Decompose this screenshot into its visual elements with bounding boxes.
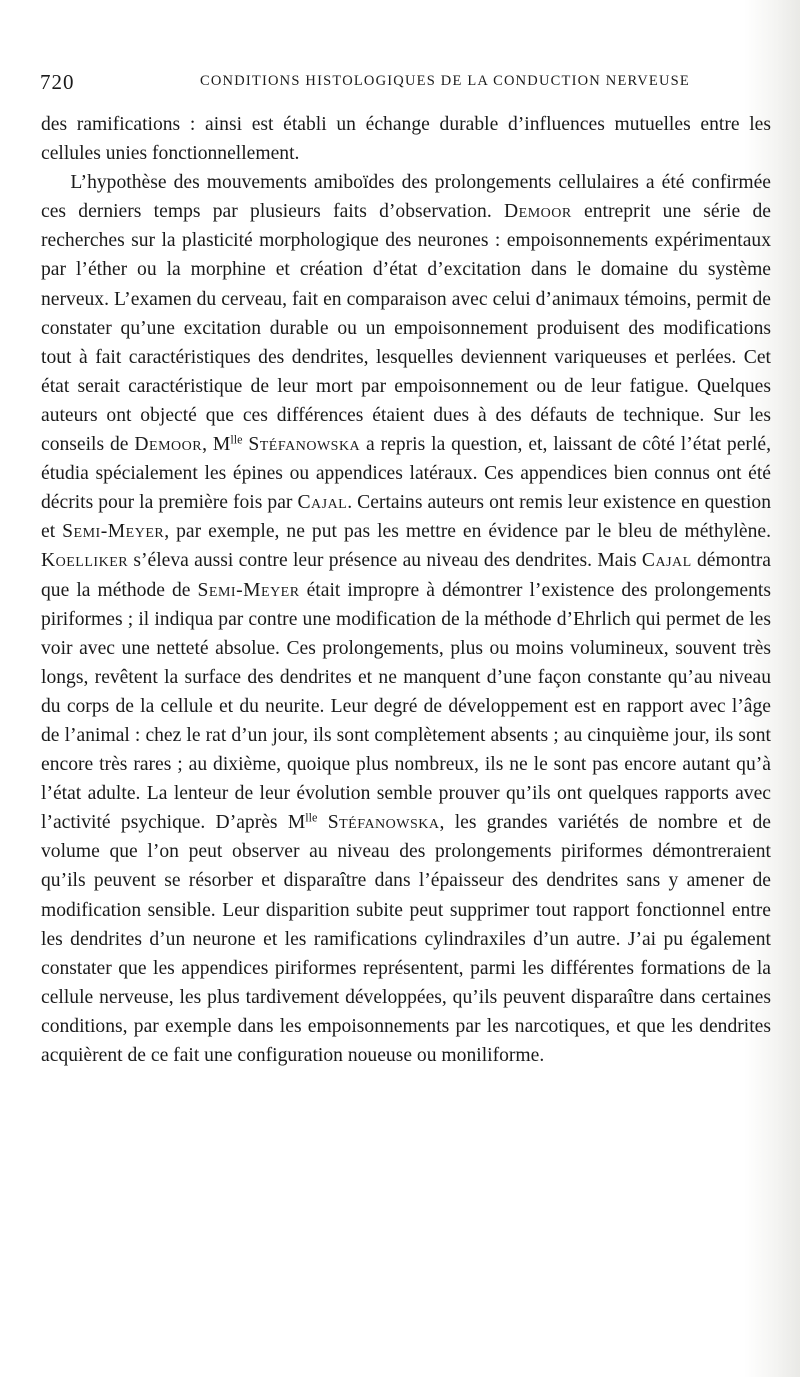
body-text xyxy=(41,110,771,1070)
author-name: Semi-Meyer xyxy=(62,521,165,543)
text-run: , par exemple, ne put pas les mettre en évidence par le bleu de méthylène. xyxy=(164,521,771,543)
text-run: , les grandes variétés de nombre et de volume que l’on peut observer au niveau des prolongements piriformes démontreraient qu’ils peuvent se résorber et disparaître dans l’épaisseur des dendrites sans y amener de modification sensible. Leur disparition subite peut supprimer tout rapport fonctionnel entre les dendrites d’un neurone et les ramifications cylindraxiles d’un autre. J’ai pu également constater que les appendices piriformes représentent, parmi les différentes formations de la cellule nerveuse, les plus tardivement développées, qu’ils peuvent disparaître dans certaines conditions, par exemple dans les empoisonnements par les narcotiques, et que les dendrites acquièrent de ce fait une configuration noueuse ou moniliforme. xyxy=(41,812,772,1066)
page-number: 720 xyxy=(40,70,75,94)
author-name: Stéfanowska xyxy=(327,812,440,834)
superscript: lle xyxy=(230,432,243,447)
superscript: lle xyxy=(305,810,318,825)
text-run: s’éleva aussi contre leur présence au niveau des dendrites. Mais xyxy=(128,550,642,572)
text-run xyxy=(317,812,327,833)
author-name: Stéfanowska xyxy=(248,434,361,456)
author-name: Cajal xyxy=(641,550,692,572)
text-run: était impropre à démontrer l’existence des prolongements piriformes ; il indiqua par contre une modification de la méthode d’Ehrlich qui permet de les voir avec une netteté absolue. Ces prolongements, plus ou moins volumineux, souvent très longs, revêtent la surface des dendrites et ne manquent d’une façon constante qu’au niveau du corps de la cellule et du neurite. Leur degré de développement est en rapport avec l’âge de l’animal : chez le rat d’un jour, ils sont complètement absents ; au cinquième jour, ils sont encore très rares ; au dixième, quoique plus nombreux, ils ne le sont pas encore autant qu’à l’état adulte. La lenteur de leur évolution semble prouver qu’ils ont quelques rapports avec l’activité psychique. D’après M xyxy=(41,579,771,834)
text-run: des ramifications : ainsi est établi un échange durable d’influences mutuelles entre les cellules unies fonctionnellement. xyxy=(41,114,771,165)
author-name: Demoor xyxy=(134,434,203,456)
author-name: Semi-Meyer xyxy=(197,579,300,601)
text-run: . Certains auteurs ont remis leur existence en question et xyxy=(41,492,771,543)
author-name: Cajal xyxy=(297,492,348,514)
paragraph-amoeboid-hypothesis xyxy=(41,168,771,1070)
text-run: entreprit une série de recherches sur la plasticité morphologique des neurones : empoisonnements expérimentaux par l’éther ou la morphine et création d’état d’excitation dans le domaine du système nerveux. L’examen du cerveau, fait en comparaison avec celui d’animaux témoins, permit de constater qu’une excitation durable ou un empoisonnement produisent des modifications tout à fait caractéristiques des dendrites, lesquelles deviennent variqueuses et perlées. Cet état serait caractéristique de leur mort par empoisonnement ou de leur fatigue. Quelques auteurs ont objecté que ces différences étaient dues à des défauts de technique. Sur les conseils de xyxy=(41,201,772,456)
paragraph-continuation xyxy=(41,110,771,168)
text-run: démontra que la méthode de xyxy=(41,550,771,601)
text-run: , M xyxy=(202,434,231,456)
text-run: L’hypothèse des mouvements amiboïdes des prolongements cellulaires a été confirmée ces derniers temps par plusieurs faits d’observation. xyxy=(41,172,771,223)
running-header xyxy=(40,70,770,94)
author-name: Koelliker xyxy=(41,550,129,572)
author-name: Demoor xyxy=(504,201,572,223)
text-run: a repris la question, et, laissant de côté l’état perlé, étudia spécialement les épines ou appendices latéraux. Ces appendices bien connus ont été décrits pour la première fois par xyxy=(41,434,771,514)
running-title: CONDITIONS HISTOLOGIQUES DE LA CONDUCTION NERVEUSE xyxy=(200,73,690,89)
